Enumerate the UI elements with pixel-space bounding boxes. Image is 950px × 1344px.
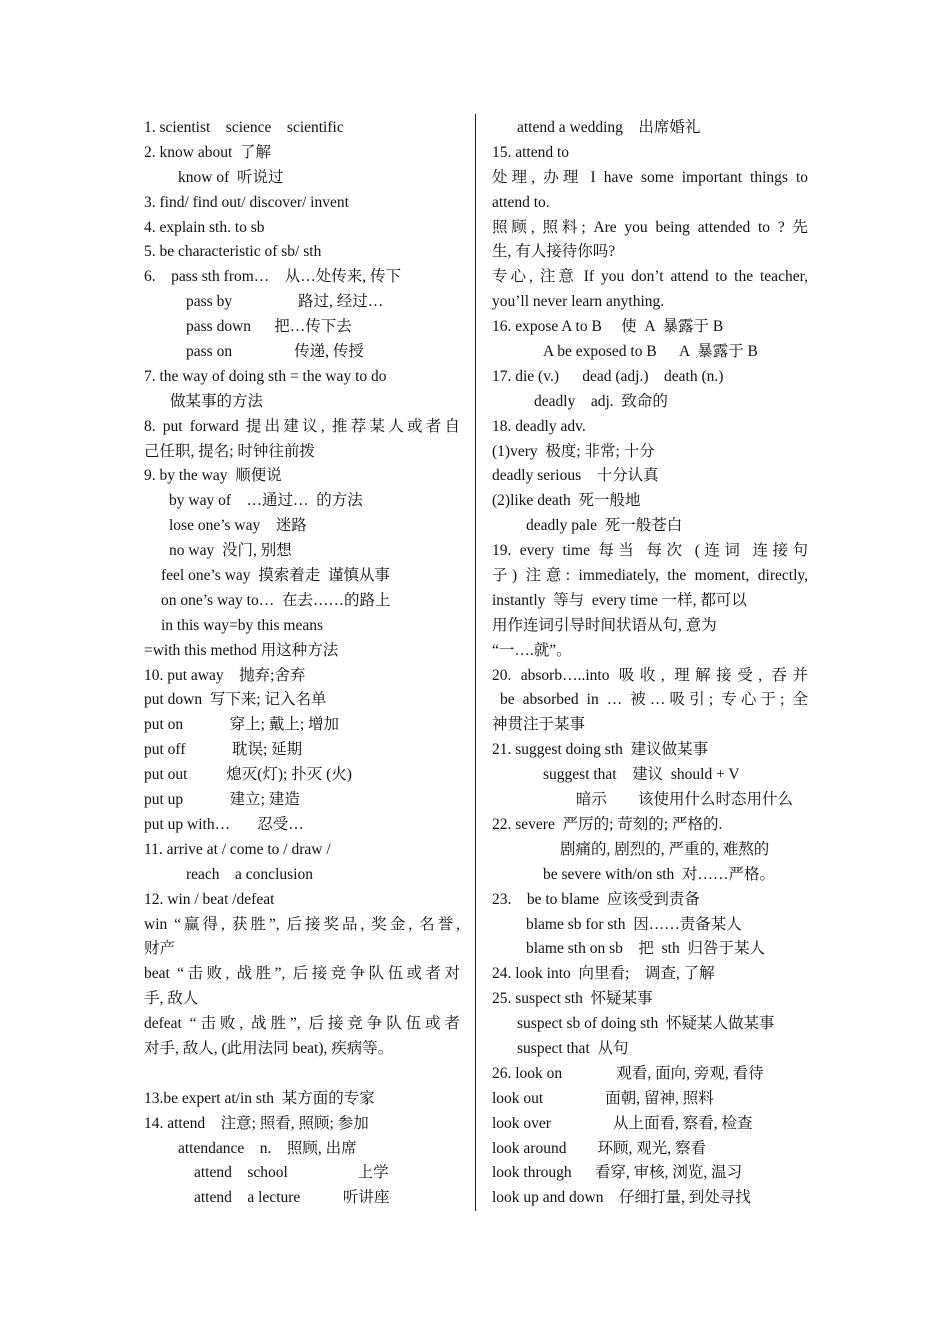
text-line: 子) 注意: immediately, the moment, directly,: [492, 567, 808, 585]
text-line: 13.be expert at/in sth 某方面的专家: [144, 1089, 375, 1107]
text-line: feel one’s way 摸索着走 谨慎从事: [161, 567, 391, 585]
text-line: put out 熄灭(灯); 扑灭 (火): [144, 766, 352, 784]
text-line: 16. expose A to B 使 A 暴露于 B: [492, 318, 724, 336]
text-line: look around 环顾, 观光, 察看: [492, 1139, 706, 1157]
text-line: deadly pale 死一般苍白: [526, 517, 683, 535]
text-line: attendance n. 照顾, 出席: [178, 1139, 357, 1157]
text-line: 专心, 注意 If you don’t attend to the teacher,: [492, 268, 808, 286]
text-line: 26. look on 观看, 面向, 旁观, 看待: [492, 1064, 764, 1082]
text-line: 22. severe 严厉的; 苛刻的; 严格的.: [492, 815, 723, 833]
text-line: by way of …通过… 的方法: [169, 492, 363, 510]
text-line: 12. win / beat /defeat: [144, 890, 275, 908]
text-line: put down 写下来; 记入名单: [144, 691, 327, 709]
text-line: 3. find/ find out/ discover/ invent: [144, 193, 349, 211]
text-line: 生, 有人接待你吗?: [492, 243, 616, 261]
text-line: 财产: [144, 940, 176, 958]
text-line: 20. absorb…..into 吸收, 理解接受, 吞并: [492, 666, 808, 684]
text-line: defeat “击败, 战胜”, 后接竞争队伍或者: [144, 1015, 460, 1033]
text-line: 照顾, 照料; Are you being attended to ? 先: [492, 218, 808, 236]
text-line: put up with… 忍受…: [144, 815, 304, 833]
text-line: 14. attend 注意; 照看, 照顾; 参加: [144, 1114, 369, 1132]
text-line: be absorbed in … 被…吸引; 专心于; 全: [500, 691, 808, 709]
text-line: =with this method 用这种方法: [144, 641, 339, 659]
text-line: look through 看穿, 审核, 浏览, 温习: [492, 1164, 743, 1182]
text-line: no way 没门, 别想: [169, 542, 292, 560]
text-line: beat “击败, 战胜”, 后接竞争队伍或者对: [144, 965, 460, 983]
text-line: 做某事的方法: [170, 392, 264, 410]
text-line: 8. put forward 提出建议, 推荐某人或者自: [144, 417, 460, 435]
text-line: 11. arrive at / come to / draw /: [144, 840, 331, 858]
text-line: be severe with/on sth 对……严格。: [543, 865, 776, 883]
text-line: 25. suspect sth 怀疑某事: [492, 990, 653, 1008]
text-line: [144, 1062, 460, 1087]
text-line: look over 从上面看, 察看, 检查: [492, 1114, 753, 1132]
text-line: 5. be characteristic of sb/ sth: [144, 243, 322, 261]
text-line: win “赢得, 获胜”, 后接奖品, 奖金, 名誉,: [144, 915, 460, 933]
text-line: suspect sb of doing sth 怀疑某人做某事: [517, 1015, 775, 1033]
text-line: (2)like death 死一般地: [492, 492, 641, 510]
text-line: attend a lecture 听讲座: [194, 1189, 390, 1207]
text-line: put up 建立; 建造: [144, 791, 300, 809]
text-line: 剧痛的, 剧烈的, 严重的, 难熬的: [560, 840, 770, 858]
text-line: pass on 传递, 传授: [186, 343, 364, 361]
text-line: 暗示 该使用什么时态用什么: [576, 791, 794, 809]
text-line: suspect that 从句: [517, 1039, 629, 1057]
text-line: 处理, 办理 I have some important things to: [492, 168, 808, 186]
right-column: [492, 116, 808, 1211]
text-line: deadly adj. 致命的: [534, 392, 668, 410]
text-line: 23. be to blame 应该受到责备: [492, 890, 700, 908]
text-line: 24. look into 向里看; 调查, 了解: [492, 965, 715, 983]
text-line: deadly serious 十分认真: [492, 467, 659, 485]
text-line: look out 面朝, 留神, 照料: [492, 1089, 714, 1107]
text-line: 己任职, 提名; 时钟往前拨: [144, 442, 315, 460]
text-line: attend school 上学: [194, 1164, 389, 1182]
text-line: 对手, 敌人, (此用法同 beat), 疾病等。: [144, 1039, 394, 1057]
text-line: 9. by the way 顺便说: [144, 467, 282, 485]
text-line: on one’s way to… 在去……的路上: [161, 591, 391, 609]
text-line: reach a conclusion: [186, 865, 313, 883]
text-line: 1. scientist science scientific: [144, 119, 344, 136]
text-line: “一….就”。: [492, 641, 572, 659]
text-line: 15. attend to: [492, 143, 570, 161]
text-line: lose one’s way 迷路: [169, 517, 307, 535]
text-line: 用作连词引导时间状语从句, 意为: [492, 616, 717, 634]
text-line: 手, 敌人: [144, 990, 199, 1008]
text-line: pass by 路过, 经过…: [186, 293, 384, 311]
column-divider: [475, 114, 476, 1211]
text-line: suggest that 建议 should + V: [543, 766, 740, 784]
text-line: look up and down 仔细打量, 到处寻找: [492, 1189, 751, 1207]
text-line: put on 穿上; 戴上; 增加: [144, 716, 340, 734]
text-line: in this way=by this means: [161, 616, 324, 634]
text-line: 17. die (v.) dead (adj.) death (n.): [492, 367, 724, 385]
text-line: 7. the way of doing sth = the way to do: [144, 367, 387, 385]
text-line: 神贯注于某事: [492, 716, 586, 734]
text-line: 2. know about 了解: [144, 143, 272, 161]
text-line: attend a wedding 出席婚礼: [517, 119, 701, 136]
text-line: attend to.: [492, 193, 550, 211]
text-line: pass down 把…传下去: [186, 318, 352, 336]
text-line: A be exposed to B A 暴露于 B: [543, 343, 758, 361]
text-line: blame sb for sth 因……责备某人: [526, 915, 742, 933]
text-line: 21. suggest doing sth 建议做某事: [492, 741, 709, 759]
text-line: blame sth on sb 把 sth 归咎于某人: [526, 940, 765, 958]
text-line: put off 耽误; 延期: [144, 741, 303, 759]
left-column: [144, 116, 460, 1211]
text-line: instantly 等与 every time 一样, 都可以: [492, 591, 747, 609]
text-line: know of 听说过: [178, 168, 284, 186]
text-line: (1)very 极度; 非常; 十分: [492, 442, 655, 460]
text-line: you’ll never learn anything.: [492, 293, 665, 311]
text-line: 6. pass sth from… 从…处传来, 传下: [144, 268, 402, 286]
text-line: 4. explain sth. to sb: [144, 218, 265, 236]
text-line: 10. put away 抛弃;舍弃: [144, 666, 306, 684]
text-line: 19. every time 每当 每次 (连词 连接句: [492, 542, 808, 560]
text-line: 18. deadly adv.: [492, 417, 586, 435]
